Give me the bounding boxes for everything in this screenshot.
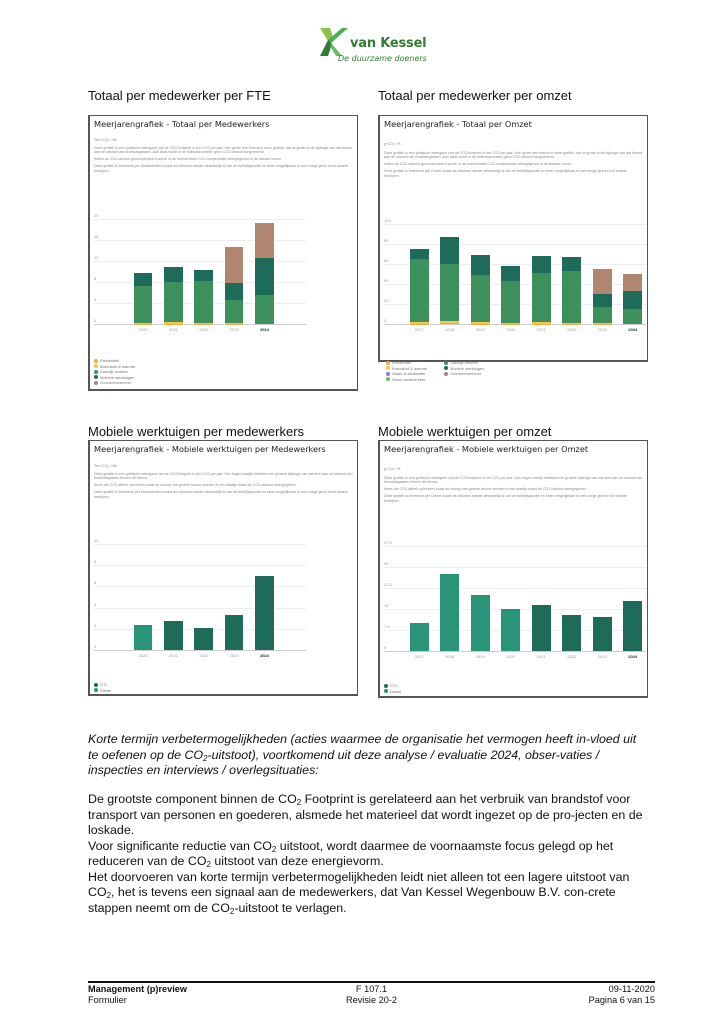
legend-dot-icon (94, 364, 98, 368)
x-tick-label: 2022 (199, 327, 209, 332)
legend-dot-icon (384, 689, 388, 693)
bar-segment (409, 249, 430, 259)
x-tick-label: 2021 (169, 327, 178, 332)
bar-segment (622, 274, 643, 291)
logo-tagline: De duurzame doeners (338, 54, 427, 63)
x-tick-label: 2023 (229, 653, 239, 658)
footer-code: F 107.1 (355, 984, 388, 994)
bar-segment (531, 273, 552, 322)
bar-segment (439, 264, 460, 321)
x-tick-label: 2018 (445, 327, 455, 332)
unit-label: Ton CO₂ / fte (94, 137, 117, 142)
x-tick-label: 2020 (138, 327, 148, 332)
logo-name: van Kessel (350, 36, 427, 51)
x-tick-label: 2023 (597, 327, 607, 332)
bar-segment (133, 286, 154, 322)
y-tick-label: 80 (384, 238, 389, 243)
x-tick-label: 2023 (597, 654, 607, 659)
bar-2023 (224, 247, 245, 324)
bar-segment (224, 615, 245, 650)
gridline (94, 544, 306, 545)
footer-page-number: Pagina 6 van 15 (588, 995, 655, 1005)
chart-description: Deze grafiek is een grafische weergave van de CO2-footprint in ton CO2 per jaar. Een hoger staafje betekent een grotere bijdrage van dat item aan de uitstoot van broeikasgassen binnen dit thema. Items die CO2-afbrek opleveren zoals de inkoop van groene stroom worden in een staafje naast de CO2-uitstoot weergegeven. Deze grafiek is berekend per Omzet zodat de uitkomst minder afhankelijk is van de bedrijfsgrootte en beter vergelijkbaar is met vorige jaren en/of andere bedrijven. (384, 476, 643, 503)
bar-segment (163, 621, 184, 650)
legend-item: GTL (384, 683, 401, 689)
bar-segment (439, 323, 460, 324)
x-tick-label: 2017 (414, 327, 424, 332)
bar-segment (193, 628, 214, 650)
bar-segment (470, 275, 491, 322)
x-tick-label: 2018 (445, 654, 455, 659)
legend-item: Brandstof & warmte (386, 366, 444, 372)
bar-segment (470, 595, 491, 651)
unit-label: Ton CO₂ / fte (94, 463, 117, 468)
y-tick-label: 60 (384, 258, 389, 263)
y-tick-label: 12 (94, 255, 99, 260)
bar-segment (622, 309, 643, 324)
legend-item: Elektriciteit (94, 358, 135, 364)
chart-legend (94, 682, 111, 693)
legend-item: Goederenvervoer (94, 380, 135, 386)
footer-doc-type: Formulier (88, 995, 127, 1005)
gridline (384, 324, 646, 325)
chart-legend (386, 360, 504, 382)
chart-panel-totaal-omzet (378, 115, 648, 382)
bar-2018 (439, 237, 460, 324)
legend-dot-icon (94, 381, 98, 385)
legend-dot-icon (386, 361, 390, 365)
footer-revision: Revisie 20-2 (345, 995, 398, 1005)
gridline (384, 567, 646, 568)
panel-title: Meerjarengrafiek - Totaal per Omzet (384, 119, 532, 129)
unit-label: g CO₂ / € (384, 141, 401, 146)
x-tick-label: 2019 (475, 327, 485, 332)
gridline (94, 324, 306, 325)
bar-segment (224, 283, 245, 300)
x-tick-label: 2020 (138, 653, 148, 658)
legend-dot-icon (444, 366, 448, 370)
bar-segment (592, 617, 613, 651)
paragraph: Voor significante reductie van $CO_2$ uitstoot, wordt daarmee de voornaamste focus gelegd op het reduceren van de $CO_2$ uitstoot van deze energievorm. (88, 838, 614, 869)
legend-dot-icon (94, 370, 98, 374)
bar-2022 (561, 257, 582, 324)
intro-text: Korte termijn verbetermogelijkheden (acties waarmee de organisatie het vermogen heeft in-vloed uit te oefenen op de $CO_2-uitstoot$), voortkomend uit deze analyse / evaluatie 2024, obser-vaties / inspecties en interviews / overlegsituaties: (88, 732, 637, 777)
y-tick-label: 100 (384, 218, 391, 223)
legend-item: Brandstof & warmte (94, 364, 135, 370)
bar-segment (254, 258, 275, 295)
x-tick-label: 2023 (229, 327, 239, 332)
y-tick-label: 0 (384, 645, 387, 650)
bar-2017 (409, 623, 430, 651)
bar-segment (163, 282, 184, 323)
legend-item: Mobiele werktuigen (94, 375, 135, 381)
bar-2023 (592, 617, 613, 651)
panel-title: Meerjarengrafiek - Mobiele werktuigen per Medewerkers (94, 444, 326, 454)
bar-2020 (500, 266, 521, 325)
bar-segment (561, 615, 582, 651)
bar-2021 (163, 621, 184, 650)
bar-segment (163, 267, 184, 282)
chart-description: Deze grafiek is een grafische weergave van de CO2-footprint in ton CO2 per jaar. Een hoger staafje betekent een grotere bijdrage van dat item aan de uitstoot van broeikasgassen binnen dit thema. Items die CO2-afbrek opleveren zoals de inkoop van groene stroom worden in een staafje naast de CO2-uitstoot weergegeven. Deze grafiek is berekend per Medewerkers zodat de uitkomst minder afhankelijk is van de bedrijfsgrootte en beter vergelijkbaar is met vorige jaren en/of andere bedrijven. (94, 472, 353, 499)
bar-segment (224, 300, 245, 323)
y-tick-label: 2 (94, 622, 97, 628)
y-tick-label: 15 (384, 603, 389, 608)
x-tick-label: 2022 (199, 653, 209, 658)
bar-2020 (133, 273, 154, 324)
bar-segment (500, 609, 521, 651)
bar-segment (439, 574, 460, 651)
y-tick-label: 16 (94, 234, 99, 239)
gridline (384, 546, 646, 547)
bar-2022 (193, 270, 214, 324)
x-tick-label: 2021 (536, 327, 546, 332)
bar-segment (561, 257, 582, 271)
legend-item: Woon-werkverkeer (386, 377, 444, 383)
bar-segment (622, 601, 643, 651)
y-tick-label: 40 (384, 278, 389, 283)
y-tick-label: 30 (384, 561, 389, 566)
bar-chart-totaal-fte (94, 211, 306, 336)
bar-segment (409, 324, 430, 325)
y-tick-label: 37,5 (384, 540, 392, 545)
bar-segment (409, 259, 430, 322)
legend-item: Elektriciteit (386, 360, 444, 366)
bar-segment (439, 237, 460, 264)
legend-dot-icon (386, 372, 390, 376)
legend-item: Mobiele werktuigen (444, 366, 504, 372)
bar-segment (622, 291, 643, 309)
legend-dot-icon (386, 377, 390, 381)
legend-dot-icon (384, 684, 388, 688)
x-tick-label: 2020 (506, 654, 516, 659)
bar-2019 (470, 255, 491, 324)
x-tick-label: 2020 (506, 327, 516, 332)
panel-title: Meerjarengrafiek - Totaal per Medewerkers (94, 119, 270, 129)
footer-divider (88, 981, 655, 983)
chart-description: Deze grafiek is een grafische weergave van de CO2-footprint in ton CO2 per jaar. Hoe groter een thema in deze grafiek, des te groter is de bijdrage van dat thema aan de uitstoot van broeikasgassen. Aan afval wordt in de Milieubarometer geen CO2-uitstoot toegerekend. Indien de CO2-uitstoot gecompenseerd wordt, is de hoeveelheid CO2-compensatie weergegeven in de blauwe kolom. Deze grafiek is berekend per Medewerkers zodat de uitkomst minder afhankelijk is van de bedrijfsgrootte en beter vergelijkbaar is met vorige jaren en/of andere bedrijven. (94, 146, 353, 173)
footer-doc-name: Management (p)review (88, 984, 188, 994)
x-tick-label: 2024 (259, 327, 269, 332)
bar-2024 (254, 576, 275, 650)
gridline (384, 224, 646, 225)
bar-2022 (193, 628, 214, 650)
legend-item: Zakelijk verkeer (94, 369, 135, 375)
bar-2018 (439, 574, 460, 651)
bar-segment (254, 295, 275, 324)
legend-dot-icon (94, 688, 98, 692)
bar-segment (592, 307, 613, 323)
bar-2022 (561, 615, 582, 651)
bar-segment (531, 324, 552, 325)
bar-segment (254, 576, 275, 650)
y-tick-label: 7,5 (384, 624, 390, 629)
y-tick-label: 10 (94, 538, 99, 543)
x-tick-label: 2024 (259, 653, 269, 658)
bar-segment (133, 273, 154, 286)
company-logo (318, 24, 428, 68)
chart-legend (384, 683, 401, 694)
y-tick-label: 0 (384, 318, 387, 323)
bar-2021 (531, 256, 552, 324)
y-tick-label: 6 (94, 580, 97, 586)
section-heading-totaal-fte: Totaal per medewerker per FTE (88, 88, 271, 103)
bar-segment (500, 266, 521, 281)
bar-segment (470, 255, 491, 275)
bar-2021 (163, 267, 184, 324)
bar-segment (531, 605, 552, 651)
x-tick-label: 2021 (536, 654, 546, 659)
chart-legend (94, 358, 135, 386)
unit-label: g CO₂ / € (384, 466, 401, 471)
bar-segment (500, 324, 521, 325)
paragraph: De grootste component binnen de $CO_2$ Footprint is gerelateerd aan het verbruik van brandstof voor transport van personen en goederen, alsmede het materieel dat wordt ingezet op de pro-jecten en de loskade. (88, 792, 643, 837)
x-tick-label: 2024 (628, 654, 638, 659)
bar-segment (254, 223, 275, 258)
y-tick-label: 20 (94, 213, 99, 218)
y-tick-label: 4 (94, 601, 97, 607)
bar-2023 (224, 615, 245, 650)
legend-dot-icon (94, 683, 98, 687)
y-tick-label: 8 (94, 276, 97, 281)
legend-item: GTL (94, 682, 111, 688)
bar-2024 (622, 601, 643, 651)
bar-segment (592, 294, 613, 307)
chart-panel-mobiel-fte (88, 440, 358, 696)
bar-segment (224, 247, 245, 283)
panel-title: Meerjarengrafiek - Mobiele werktuigen per Omzet (384, 444, 589, 454)
bar-2021 (531, 605, 552, 651)
bar-segment (470, 324, 491, 325)
legend-item: Zakelijk verkeer (444, 360, 504, 366)
bar-2017 (409, 249, 430, 324)
y-tick-label: 22,5 (384, 582, 392, 587)
bar-2020 (500, 609, 521, 651)
section-heading-mobiel-omzet: Mobiele werktuigen per omzet (378, 424, 552, 439)
bar-chart-mobiel-fte (94, 536, 306, 662)
x-tick-label: 2021 (169, 653, 178, 658)
bar-segment (561, 271, 582, 323)
y-tick-label: 0 (94, 318, 97, 323)
chart-panel-mobiel-omzet (378, 440, 648, 698)
bar-segment (193, 281, 214, 323)
bar-segment (531, 256, 552, 273)
x-tick-label: 2022 (567, 327, 577, 332)
section-heading-mobiel-fte: Mobiele werktuigen per medewerkers (88, 424, 305, 439)
bar-segment (592, 269, 613, 294)
legend-dot-icon (444, 372, 448, 376)
bar-segment (500, 281, 521, 323)
x-tick-label: 2024 (628, 327, 638, 332)
x-tick-label: 2017 (414, 654, 424, 659)
y-tick-label: 20 (384, 298, 389, 303)
paragraph: Het doorvoeren van korte termijn verbetermogelijkheden leidt niet alleen tot een lagere uitstoot van $CO_2$, het is tevens een signaal aan de medewerkers, dat Van Kessel Wegenbouw B.V. con-crete stappen neemt om de $CO_2$-uitstoot te verlagen. (88, 869, 630, 916)
legend-dot-icon (386, 366, 390, 370)
legend-item: Goederenvervoer (444, 371, 504, 377)
bar-2024 (622, 274, 643, 324)
gridline (384, 651, 646, 652)
bar-2019 (470, 595, 491, 651)
legend-item: Water & afvalwater (386, 371, 444, 377)
bar-chart-totaal-omzet (384, 216, 646, 336)
chart-description: Deze grafiek is een grafische weergave van de CO2-footprint in ton CO2 per jaar. Hoe groter een thema in deze grafiek, des te groter is de bijdrage van dat thema aan de uitstoot van broeikasgassen. Aan afval wordt in de Milieubarometer geen CO2-uitstoot toegerekend. Indien de CO2-uitstoot gecompenseerd wordt, is de hoeveelheid CO2-compensatie weergegeven in de blauwe kolom. Deze grafiek is berekend per Omzet zodat de uitkomst minder afhankelijk is van de bedrijfsgrootte en beter vergelijkbaar is met vorige jaren en/of andere bedrijven. (384, 151, 643, 178)
bar-segment (193, 270, 214, 281)
legend-dot-icon (94, 375, 98, 379)
bar-segment (409, 623, 430, 651)
y-tick-label: 0 (94, 644, 97, 649)
gridline (384, 588, 646, 589)
y-tick-label: 4 (94, 297, 97, 302)
bar-2020 (133, 625, 154, 650)
gridline (94, 650, 306, 651)
bar-chart-mobiel-omzet (384, 538, 646, 663)
x-tick-label: 2019 (475, 654, 485, 659)
legend-dot-icon (444, 361, 448, 365)
footer-date: 09-11-2020 (608, 984, 655, 994)
body-text (88, 792, 648, 916)
section-heading-totaal-omzet: Totaal per medewerker per omzet (378, 88, 572, 103)
bar-segment (133, 625, 154, 650)
legend-item: Diesel (94, 688, 111, 694)
bar-2023 (592, 269, 613, 324)
gridline (94, 219, 306, 220)
gridline (94, 565, 306, 566)
legend-item: Diesel (384, 689, 401, 695)
gridline (384, 244, 646, 245)
x-tick-label: 2022 (567, 654, 577, 659)
bar-2024 (254, 223, 275, 324)
legend-dot-icon (94, 359, 98, 363)
y-tick-label: 8 (94, 559, 97, 565)
chart-panel-totaal-fte (88, 115, 358, 391)
